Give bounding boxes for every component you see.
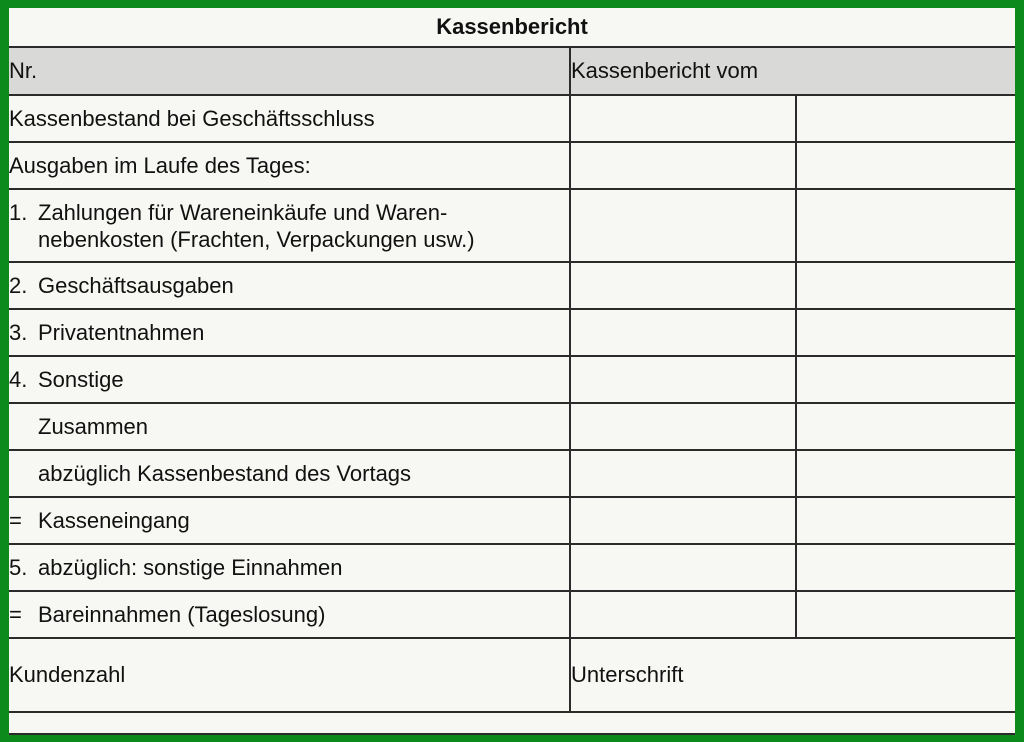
amount-cell[interactable] [570, 356, 796, 403]
row-label [9, 403, 570, 450]
table-row [9, 262, 1015, 309]
row-operator: = [9, 602, 22, 627]
row-text: Privatentnahmen [38, 320, 205, 345]
bottom-spacer [9, 712, 1015, 734]
amount-cell[interactable] [570, 544, 796, 591]
amount-cell[interactable] [796, 591, 1015, 638]
table-row [9, 497, 1015, 544]
amount-cell[interactable] [570, 309, 796, 356]
row-number: 3. [9, 320, 28, 345]
table-row [9, 309, 1015, 356]
table-row [9, 189, 1015, 262]
row-label [9, 497, 570, 544]
row-label [9, 189, 570, 262]
row-text: Ausgaben im Laufe des Tages: [9, 153, 311, 178]
table-row [9, 591, 1015, 638]
amount-cell[interactable] [796, 142, 1015, 189]
row-number: 2. [9, 273, 28, 298]
row-label [9, 95, 570, 142]
amount-cell[interactable] [796, 497, 1015, 544]
amount-cell[interactable] [796, 309, 1015, 356]
amount-cell[interactable] [570, 591, 796, 638]
row-text: Sonstige [38, 367, 124, 392]
amount-cell[interactable] [570, 142, 796, 189]
cash-report-form [9, 8, 1015, 734]
row-text: abzüglich: sonstige Einnahmen [38, 555, 343, 580]
row-text: abzüglich Kassenbestand des Vortags [38, 461, 412, 486]
customer-count-field[interactable]: Kundenzahl [9, 638, 570, 712]
table-row [9, 403, 1015, 450]
row-text: Bareinnahmen (Tageslosung) [38, 602, 326, 627]
row-text: Kasseneingang [38, 508, 190, 533]
amount-cell[interactable] [796, 356, 1015, 403]
row-text-continuation: nebenkosten (Frachten, Verpackungen usw.) [38, 226, 475, 252]
form-title: Kassenbericht [9, 8, 1015, 47]
row-label [9, 262, 570, 309]
amount-cell[interactable] [570, 450, 796, 497]
header-report-date: Kassenbericht vom [570, 47, 1015, 95]
amount-cell[interactable] [796, 189, 1015, 262]
row-label [9, 544, 570, 591]
row-text: Geschäftsausgaben [38, 273, 234, 298]
row-text: Zahlungen für Wareneinkäufe und Waren- [38, 199, 448, 225]
amount-cell[interactable] [796, 544, 1015, 591]
amount-cell[interactable] [570, 189, 796, 262]
header-row [9, 47, 1015, 95]
amount-cell[interactable] [796, 95, 1015, 142]
row-number: 5. [9, 555, 28, 580]
table-row [9, 544, 1015, 591]
amount-cell[interactable] [796, 450, 1015, 497]
row-label [9, 450, 570, 497]
table-row [9, 450, 1015, 497]
amount-cell[interactable] [796, 262, 1015, 309]
amount-cell[interactable] [570, 403, 796, 450]
row-operator: = [9, 508, 22, 533]
row-label [9, 356, 570, 403]
title-row [9, 8, 1015, 47]
row-number: 1. [9, 199, 28, 225]
row-label [9, 591, 570, 638]
amount-cell[interactable] [570, 95, 796, 142]
row-number: 4. [9, 367, 28, 392]
row-label [9, 142, 570, 189]
row-text: Zusammen [38, 414, 149, 439]
table-row [9, 142, 1015, 189]
table-row [9, 95, 1015, 142]
row-label [9, 309, 570, 356]
bottom-spacer-row [9, 712, 1015, 734]
footer-row [9, 638, 1015, 712]
cash-report-table [9, 8, 1015, 735]
amount-cell[interactable] [570, 262, 796, 309]
table-row [9, 356, 1015, 403]
header-nr: Nr. [9, 47, 570, 95]
amount-cell[interactable] [796, 403, 1015, 450]
row-text: Kassenbestand bei Geschäftsschluss [9, 106, 375, 131]
amount-cell[interactable] [570, 497, 796, 544]
signature-field[interactable]: Unterschrift [570, 638, 1015, 712]
